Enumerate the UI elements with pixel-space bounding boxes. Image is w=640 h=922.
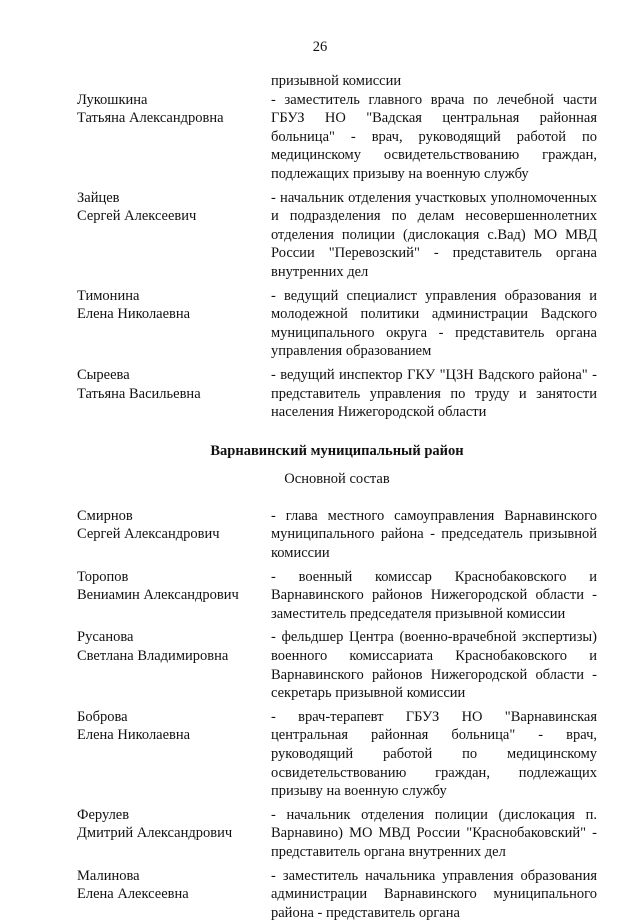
member-given-names: Сергей Александрович [77,526,220,543]
member-entry [77,628,597,702]
member-surname: Боброва [77,708,128,725]
member-given-names: Светлана Владимировна [77,648,229,665]
member-role: - военный комиссар Краснобаковского и Варнавинского районов Нижегородской области - заместитель председателя призывной комиссии [271,568,597,622]
member-given-names: Елена Николаевна [77,727,191,744]
member-role: - заместитель главного врача по лечебной части ГБУЗ НО "Вадская центральная районная больница" - врач, руководящий работой по медицинскому освидетельствованию граждан, подлежащих призыву на военную службу [271,91,597,182]
member-surname: Торопов [77,568,129,585]
member-given-names: Елена Николаевна [77,306,191,323]
member-role: - ведущий инспектор ГКУ "ЦЗН Вадского района" - представитель управления по труду и занятости населения Нижегородской области [271,366,597,421]
member-name [77,189,271,282]
member-entry [77,366,597,422]
member-entry [77,507,597,563]
member-surname: Русанова [77,629,134,646]
subsection-title: Основной состав [284,471,390,488]
member-surname: Сыреева [77,366,130,383]
member-name [77,507,271,563]
member-entry [77,189,597,282]
document-body [77,72,597,922]
member-name [77,806,271,862]
member-entry [77,708,597,801]
member-entry [77,806,597,862]
member-surname: Ферулев [77,806,130,823]
member-name [77,91,271,184]
member-name [77,708,271,801]
member-role: - начальник отделения полиции (дислокация п. Варнавино) МО МВД России "Краснобаковский" - представитель органа внутренних дел [271,806,597,860]
member-surname: Тимонина [77,287,140,304]
member-surname: Смирнов [77,507,133,524]
member-given-names: Татьяна Александровна [77,110,224,127]
member-role: - глава местного самоуправления Варнавинского муниципального района - председатель призывной комиссии [271,507,597,562]
member-name [77,628,271,702]
member-role: - начальник отделения участковых уполномоченных и подразделения по делам несовершеннолетних отделения полиции (дислокация с.Вад) МО МВД России "Перевозский" - представитель органа внутренних дел [271,189,597,280]
member-name [77,366,271,422]
member-role: - заместитель начальника управления образования администрации Варнавинского муниципального района - представитель органа [271,867,597,921]
member-role: - врач-терапевт ГБУЗ НО "Варнавинская центральная районная больница" - врач, руководящий работой по медицинскому освидетельствованию граждан, подлежащих призыву на военную службу [271,708,597,800]
member-surname: Лукошкина [77,91,148,108]
member-given-names: Вениамин Александрович [77,587,239,604]
member-entry [77,91,597,184]
member-surname: Малинова [77,867,140,884]
district-title: Варнавинский муниципальный район [210,442,464,459]
member-surname: Зайцев [77,189,120,206]
member-entry [77,867,597,922]
member-given-names: Дмитрий Александрович [77,825,233,842]
member-given-names: Елена Алексеевна [77,886,189,903]
page-number: 26 [312,39,328,55]
member-entry [77,568,597,624]
member-given-names: Сергей Алексеевич [77,208,197,225]
member-given-names: Татьяна Васильевна [77,385,201,402]
member-role: - фельдшер Центра (военно-врачебной экспертизы) военного комиссариата Краснобаковского и Варнавинского районов Нижегородской области - секретарь призывной комиссии [271,629,597,702]
member-list-main [77,507,597,922]
member-entry [77,287,597,361]
member-role: - ведущий специалист управления образования и молодежной политики администрации Вадского муниципального округа - представитель органа управления образованием [271,287,597,360]
member-name [77,568,271,624]
member-name [77,867,271,922]
member-name [77,287,271,361]
member-list-top [77,91,597,422]
continuation-text: призывной комиссии [271,73,402,89]
